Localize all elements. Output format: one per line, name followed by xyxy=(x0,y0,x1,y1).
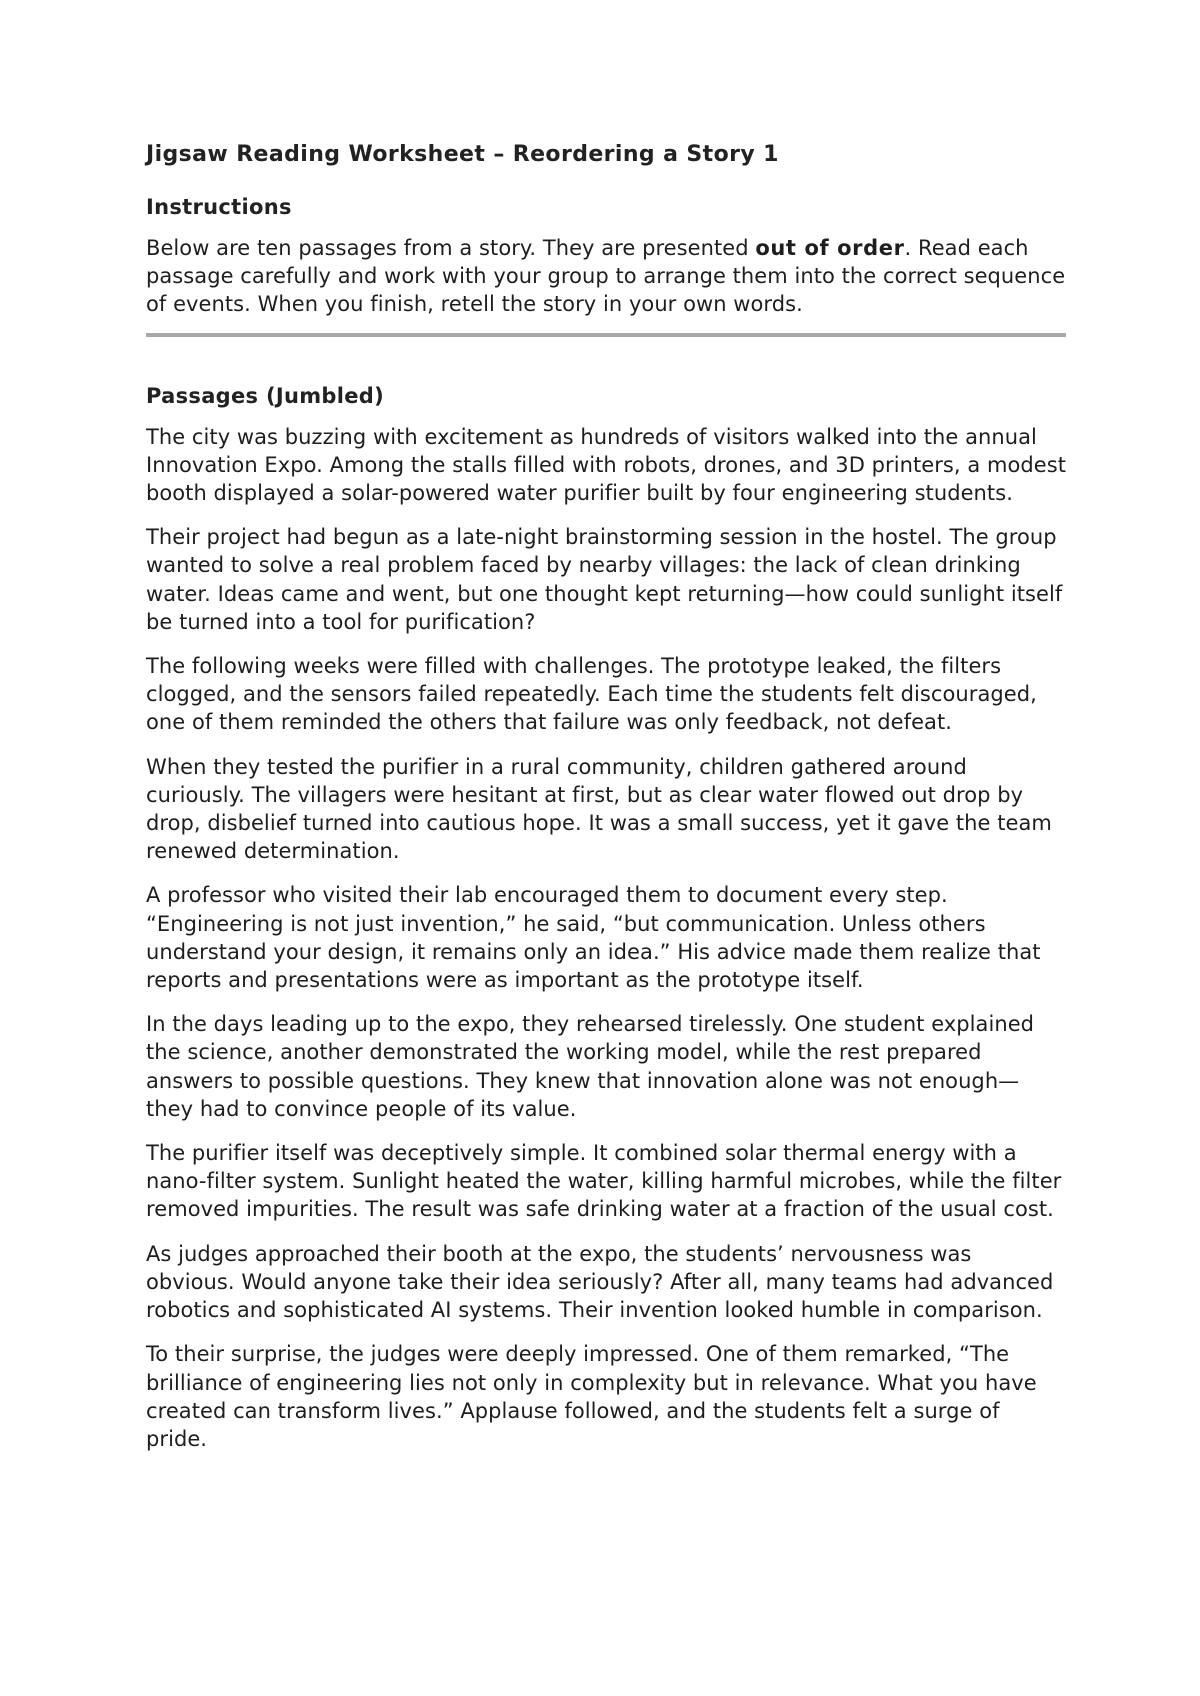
passage-7: The purifier itself was deceptively simple. It combined solar thermal energy with a nano-filter system. Sunlight heated the water, killing harmful microbes, while the filter removed impurities. The result was safe drinking water at a fraction of the usual cost. xyxy=(146,1141,1062,1222)
passage-4: When they tested the purifier in a rural community, children gathered around curiously. The villagers were hesitant at first, but as clear water flowed out drop by drop, disbelief turned into cautious hope. It was a small success, yet it gave the team renewed determination. xyxy=(146,754,1052,864)
passages-list xyxy=(146,423,1066,1454)
instructions-text-after: . Read each passage carefully and work with your group to arrange them into the correct sequence of events. When you finish, retell the story in your own words. xyxy=(146,236,1066,317)
passages-heading: Passages (Jumbled) xyxy=(146,383,384,408)
instructions-emphasis: out of order xyxy=(755,236,905,260)
passage-5: A professor who visited their lab encouraged them to document every step. “Engineering is not just invention,” he said, “but communication. Unless others understand your design, it remains only an idea.” His advice made them realize that reports and presentations were as important as the prototype itself. xyxy=(146,883,1041,993)
worksheet-page xyxy=(146,140,1066,1469)
passage-8: As judges approached their booth at the expo, the students’ nervousness was obvious. Would anyone take their idea seriously? After all, many teams had advanced robotics and sophisticated AI systems. Their invention looked humble in comparison. xyxy=(146,1241,1054,1323)
passage-2: Their project had begun as a late-night brainstorming session in the hostel. The group wanted to solve a real problem faced by nearby villages: the lack of clean drinking water. Ideas came and went, but one thought kept returning—how could sunlight itself be turned into a tool for purification? xyxy=(146,525,1063,634)
passage-9: To their surprise, the judges were deeply impressed. One of them remarked, “The brilliance of engineering lies not only in complexity but in relevance. What you have created can transform lives.” Applause followed, and the students felt a surge of pride. xyxy=(146,1342,1037,1451)
instructions-text xyxy=(146,234,1066,319)
instructions-text-before: Below are ten passages from a story. They are presented xyxy=(146,236,756,260)
instructions-heading: Instructions xyxy=(146,195,292,219)
worksheet-title: Jigsaw Reading Worksheet – Reordering a Story 1 xyxy=(146,142,779,167)
passage-3: The following weeks were filled with challenges. The prototype leaked, the filters clogged, and the sensors failed repeatedly. Each time the students felt discouraged, one of them reminded the others that failure was only feedback, not defeat. xyxy=(146,654,1037,735)
passage-1: The city was buzzing with excitement as hundreds of visitors walked into the annual Innovation Expo. Among the stalls filled with robots, drones, and 3D printers, a modest booth displayed a solar-powered water purifier built by four engineering students. xyxy=(146,424,1067,506)
passage-6: In the days leading up to the expo, they rehearsed tirelessly. One student explained the science, another demonstrated the working model, while the rest prepared answers to possible questions. They knew that innovation alone was not enough—they had to convince people of its value. xyxy=(146,1012,1035,1121)
section-divider xyxy=(146,333,1066,337)
